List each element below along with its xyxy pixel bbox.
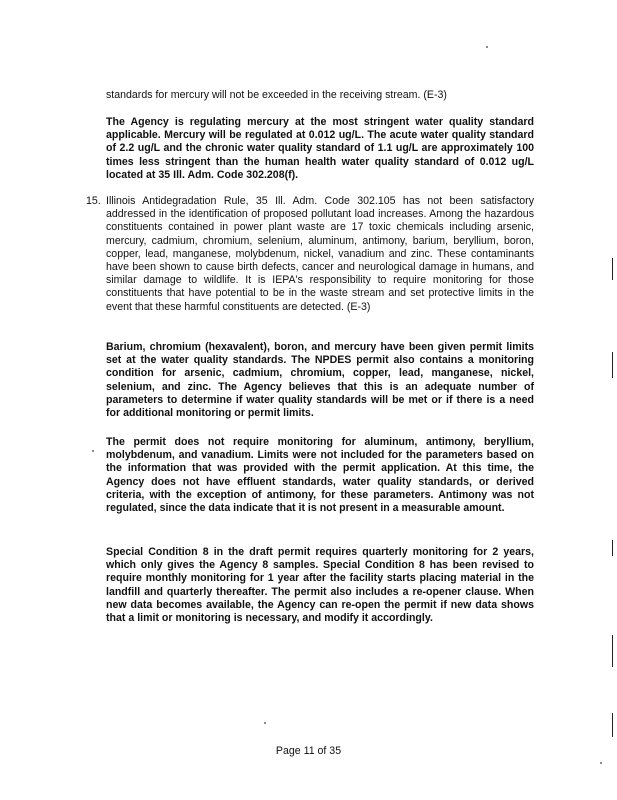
scan-speck [600,762,602,764]
response-special-condition: Special Condition 8 in the draft permit requires quarterly monitoring for 2 years, which only gives the Agency 8 samples. Special Condition 8 has been revised to require monthly monitoring for 1 year after the facility starts placing material in the landfill and quarterly thereafter. The permit also includes a re-opener clause. When new data becomes available, the Agency can re-open the permit if new data shows that a limit or monitoring is necessary, and modify it accordingly. [106,546,534,625]
revision-bar [612,635,613,667]
response-permit-limits: Barium, chromium (hexavalent), boron, and mercury have been given permit limits set at the water quality standards. The NPDES permit also contains a monitoring condition for arsenic, cadmium, chromium, copper, lead, manganese, nickel, selenium, and zinc. The Agency believes that this is an adequate number of parameters to determine if water quality standards will be met or if there is a need for additional monitoring or permit limits. [106,341,534,420]
scan-speck [264,722,266,724]
comment-continuation: standards for mercury will not be exceeded in the receiving stream. (E-3) [106,89,447,101]
page-number: Page 11 of 35 [275,745,342,757]
comment-number: 15. [86,195,101,207]
revision-bar [612,713,613,737]
revision-bar [612,352,613,378]
response-no-monitoring: The permit does not require monitoring for aluminum, antimony, beryllium, molybdenum, and vanadium. Limits were not included for the parameters based on the information that was provided with the permit application. At this time, the Agency does not have effluent standards, water quality standards, or derived criteria, with the exception of antimony, for these parameters. Antimony was not regulated, since the data indicate that it is not present in a measurable amount. [106,436,534,515]
comment-15-text: Illinois Antidegradation Rule, 35 Ill. Adm. Code 302.105 has not been satisfactory addressed in the identification of proposed pollutant load increases. Among the hazardous constituents contained in power plant waste are 17 toxic chemicals including arsenic, mercury, cadmium, chromium, selenium, aluminum, antimony, barium, beryllium, boron, copper, lead, manganese, molybdenum, nickel, vanadium and zinc. These contaminants have been shown to cause birth defects, cancer and neurological damage in humans, and similar damage to wildlife. It is IEPA's responsibility to require monitoring for those constituents that have potential to be in the waste stream and set protective limits in the event that these harmful constituents are detected. (E-3) [106,195,534,313]
revision-bar [612,258,613,280]
scan-speck [486,46,488,48]
scan-speck [92,450,94,452]
response-mercury: The Agency is regulating mercury at the most stringent water quality standard applicable. Mercury will be regulated at 0.012 ug/L. The acute water quality standard of 2.2 ug/L and the chronic water quality standard of 1.1 ug/L are approximately 100 times less stringent than the human health water quality standard of 0.012 ug/L located at 35 Ill. Adm. Code 302.208(f). [106,116,534,181]
revision-bar [612,540,613,556]
